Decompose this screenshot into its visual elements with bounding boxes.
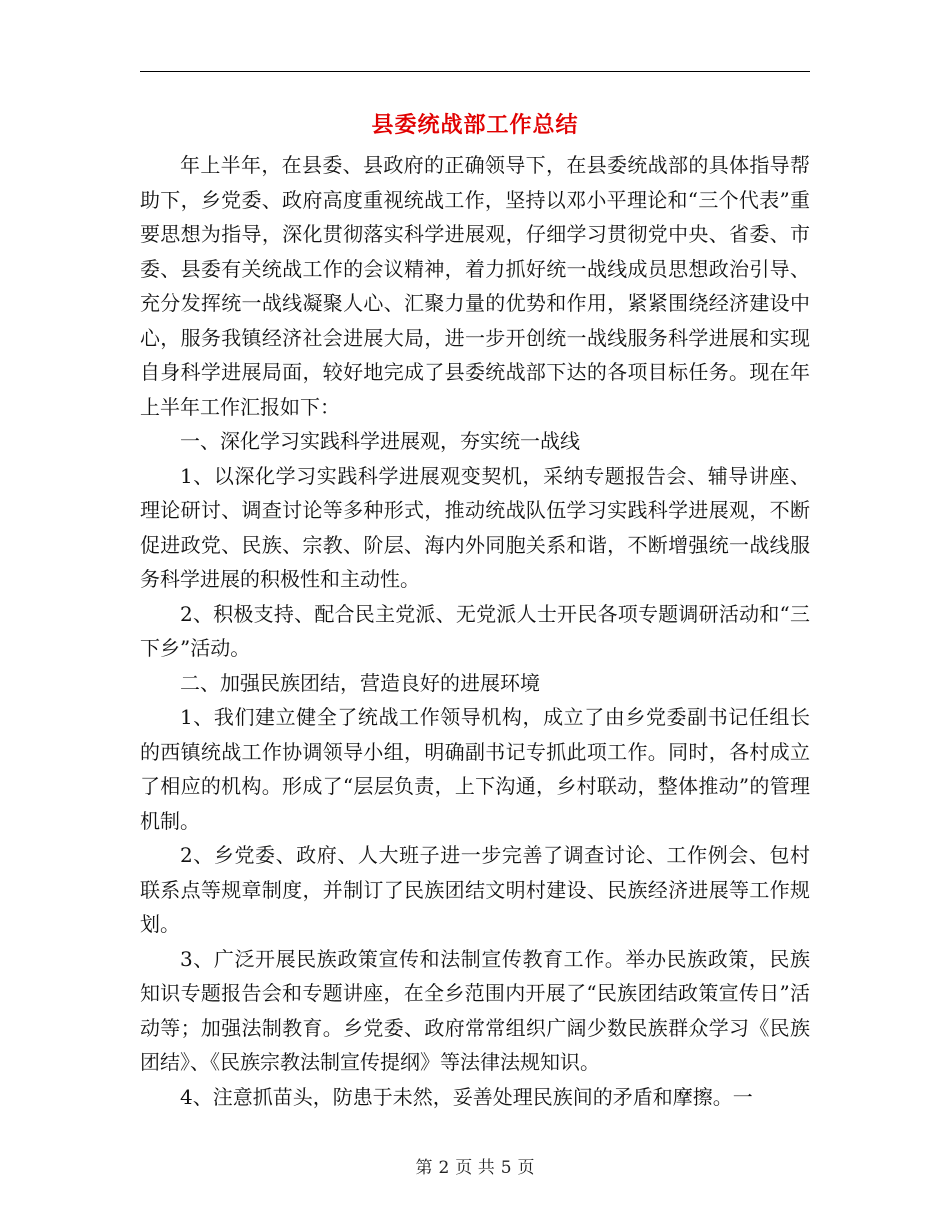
section-2-item-3: 3、广泛开展民族政策宣传和法制宣传教育工作。举办民族政策，民族知识专题报告会和专题讲座，在全乡范围内开展了“民族团结政策宣传日”活动等；加强法制教育。乡党委、政府常常组织广阔少数民族群众学习《民族团结》、《民族宗教法制宣传提纲》等法律法规知识。 [140, 946, 810, 1074]
section-2-item-2: 2、乡党委、政府、人大班子进一步完善了调查讨论、工作例会、包村联系点等规章制度，并制订了民族团结文明村建设、民族经济进展等工作规划。 [140, 843, 810, 936]
document-body [140, 148, 810, 1114]
header-rule [140, 71, 810, 72]
current-page-number: 2 [438, 1158, 450, 1178]
section-1-item-2: 2、积极支持、配合民主党派、无党派人士开民各项专题调研活动和“三下乡”活动。 [140, 601, 810, 660]
section-2-item-4: 4、注意抓苗头，防患于未然，妥善处理民族间的矛盾和摩擦。一 [180, 1084, 753, 1109]
section-heading-1: 一、深化学习实践科学进展观，夯实统一战线 [180, 429, 580, 453]
footer-prefix: 第 [415, 1158, 433, 1178]
total-page-number: 5 [500, 1158, 512, 1178]
page-footer [0, 1153, 950, 1178]
footer-middle: 页 共 [455, 1158, 495, 1178]
section-2-item-1: 1、我们建立健全了统战工作领导机构，成立了由乡党委副书记任组长的西镇统战工作协调领导小组，明确副书记专抓此项工作。同时，各村成立了相应的机构。形成了“层层负责，上下沟通，乡村联动，整体推动”的管理机制。 [140, 705, 810, 833]
intro-paragraph: 年上半年，在县委、县政府的正确领导下，在县委统战部的具体指导帮助下，乡党委、政府高度重视统战工作，坚持以邓小平理论和“三个代表”重要思想为指导，深化贯彻落实科学进展观，仔细学习贯彻党中央、省委、市委、县委有关统战工作的会议精神，着力抓好统一战线成员思想政治引导、充分发挥统一战线凝聚人心、汇聚力量的优势和作用，紧紧围绕经济建设中心，服务我镇经济社会进展大局，进一步开创统一战线服务科学进展和实现自身科学进展局面，较好地完成了县委统战部下达的各项目标任务。现在年上半年工作汇报如下： [140, 153, 810, 419]
footer-suffix: 页 [517, 1158, 535, 1178]
document-title: 县委统战部工作总结 [371, 113, 579, 138]
section-heading-2: 二、加强民族团结，营造良好的进展环境 [180, 670, 540, 695]
section-1-item-1: 1、以深化学习实践科学进展观变契机，采纳专题报告会、辅导讲座、理论研讨、调查讨论等多种形式，推动统战队伍学习实践科学进展观，不断促进政党、民族、宗教、阶层、海内外同胞关系和谐，不断增强统一战线服务科学进展的积极性和主动性。 [140, 463, 810, 591]
